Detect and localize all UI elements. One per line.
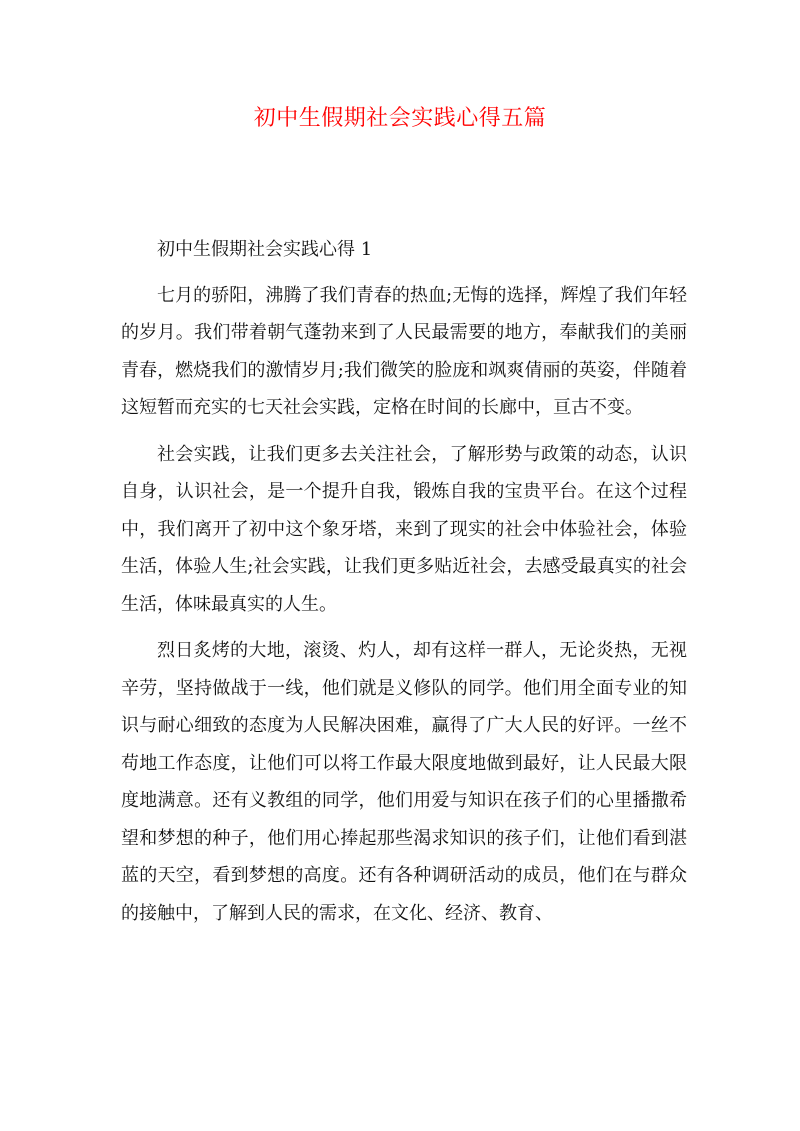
paragraph-3: 烈日炙烤的大地，滚烫、灼人，却有这样一群人，无论炎热，无视辛劳，坚持做战于一线，他们就是义修队的同学。他们用全面专业的知识与耐心细致的态度为人民解决困难，赢得了广大人民的好评。一丝不苟地工作态度，让他们可以将工作最大限度地做到最好，让人民最大限度地满意。还有义教组的同学，他们用爱与知识在孩子们的心里播撒希望和梦想的种子，他们用心捧起那些渴求知识的孩子们，让他们看到湛蓝的天空，看到梦想的高度。还有各种调研活动的成员，他们在与群众的接触中，了解到人民的需求，在文化、经济、教育、 [121,640,687,924]
paragraph-1: 七月的骄阳，沸腾了我们青春的热血;无悔的选择，辉煌了我们年轻的岁月。我们带着朝气蓬勃来到了人民最需要的地方，奉献我们的美丽青春，燃烧我们的激情岁月;我们微笑的脸庞和飒爽倩丽的英姿，伴随着这短暂而充实的七天社会实践，定格在时间的长廊中，亘古不变。 [121,284,687,418]
document-body [121,231,687,941]
section-heading: 初中生假期社会实践心得 1 [157,239,373,260]
paragraph-2: 社会实践，让我们更多去关注社会，了解形势与政策的动态，认识自身，认识社会，是一个提升自我，锻炼自我的宝贵平台。在这个过程中，我们离开了初中这个象牙塔，来到了现实的社会中体验社会，体验生活，体验人生;社会实践，让我们更多贴近社会，去感受最真实的社会生活，体味最真实的人生。 [121,443,687,615]
document-title: 初中生假期社会实践心得五篇 [253,106,547,131]
